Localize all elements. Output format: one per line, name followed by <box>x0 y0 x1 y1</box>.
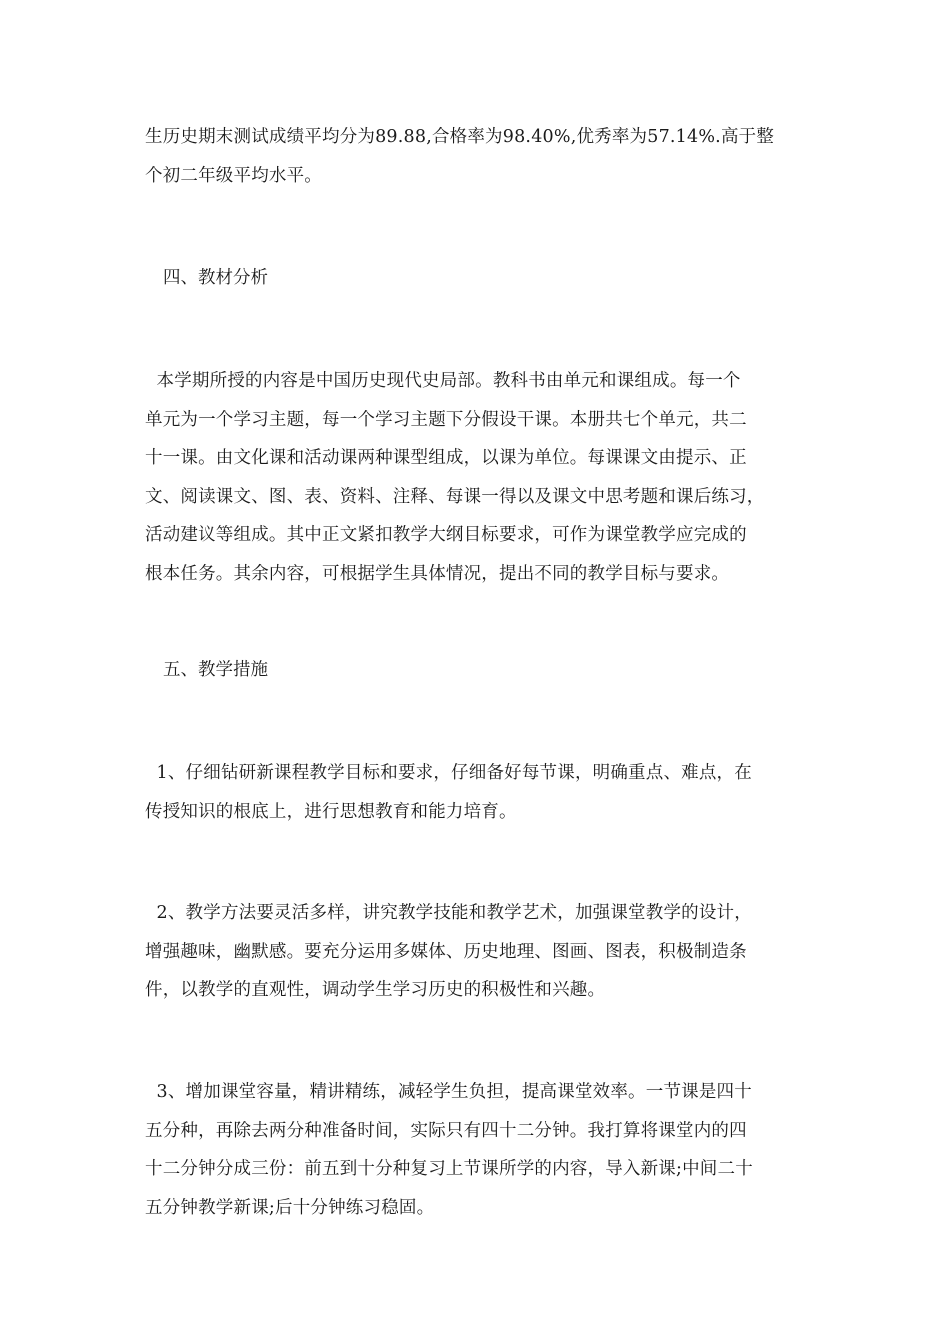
paragraph-line: 文、阅读课文、图、表、资料、注释、每课一得以及课文中思考题和课后练习， <box>145 486 765 507</box>
paragraph-line: 本学期所授的内容是中国历史现代史局部。教科书由单元和课组成。每一个 <box>145 371 741 391</box>
paragraph-line: 十二分钟分成三份：前五到十分种复习上节课所学的内容，导入新课;中间二十 <box>145 1159 753 1179</box>
paragraph-line: 件，以教学的直观性，调动学生学习历史的积极性和兴趣。 <box>145 980 606 1000</box>
measure-item-3 <box>145 1073 809 1227</box>
intro-paragraph <box>145 118 809 195</box>
paragraph-line: 五分钟教学新课;后十分钟练习稳固。 <box>145 1197 435 1218</box>
paragraph-line: 个初二年级平均水平。 <box>145 165 322 186</box>
paragraph-line: 单元为一个学习主题，每一个学习主题下分假设干课。本册共七个单元，共二 <box>145 409 747 430</box>
paragraph-line: 活动建议等组成。其中正文紧扣教学大纲目标要求，可作为课堂教学应完成的 <box>145 525 747 545</box>
paragraph-line: 生历史期末测试成绩平均分为89.88,合格率为98.40%,优秀率为57.14%.高于整 <box>145 127 775 147</box>
paragraph-line: 2、教学方法要灵活多样，讲究教学技能和教学艺术，加强课堂教学的设计， <box>145 903 752 923</box>
paragraph-line: 五分种，再除去两分种准备时间，实际只有四十二分钟。我打算将课堂内的四 <box>145 1120 747 1141</box>
paragraph-line: 增强趣味，幽默感。要充分运用多媒体、历史地理、图画、图表，积极制造条 <box>145 941 747 962</box>
section-heading-textbook-analysis: 四、教材分析 <box>163 268 268 288</box>
paragraph-line: 传授知识的根底上，进行思想教育和能力培育。 <box>145 801 517 822</box>
measure-item-1 <box>145 754 809 831</box>
paragraph-line: 3、增加课堂容量，精讲精练，减轻学生负担，提高课堂效率。一节课是四十 <box>145 1082 752 1102</box>
measure-item-2 <box>145 894 809 1010</box>
textbook-analysis-paragraph <box>145 362 809 593</box>
paragraph-line: 1、仔细钻研新课程教学目标和要求，仔细备好每节课，明确重点、难点，在 <box>145 763 752 783</box>
paragraph-line: 根本任务。其余内容，可根据学生具体情况，提出不同的教学目标与要求。 <box>145 563 730 584</box>
section-heading-teaching-measures: 五、教学措施 <box>163 660 268 680</box>
paragraph-line: 十一课。由文化课和活动课两种课型组成，以课为单位。每课课文由提示、正 <box>145 448 747 468</box>
